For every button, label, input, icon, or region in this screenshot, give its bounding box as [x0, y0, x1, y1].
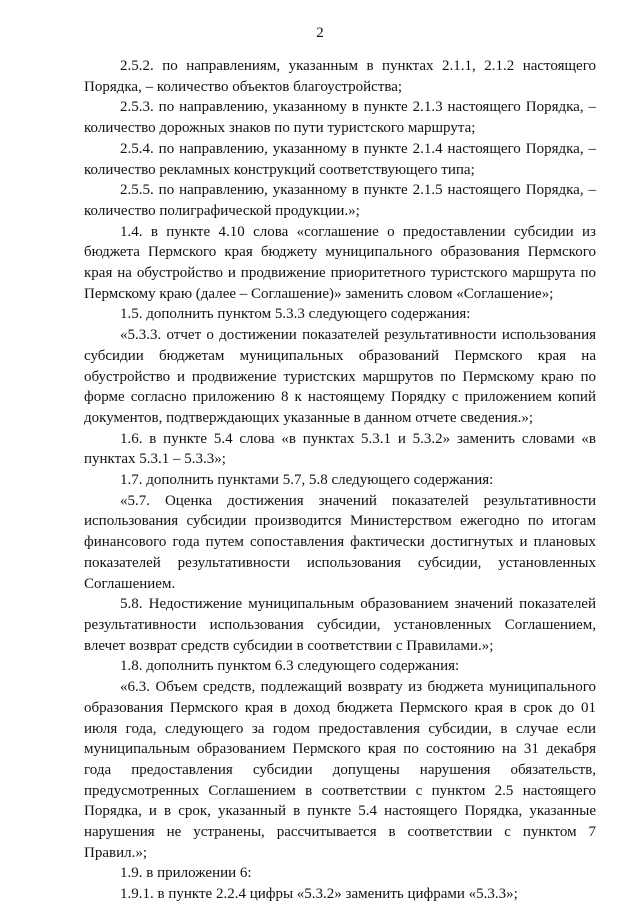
document-body: [84, 56, 596, 905]
paragraph-1-9: 1.9. в приложении 6:: [120, 865, 252, 882]
paragraph-1-8: 1.8. дополнить пунктом 6.3 следующего содержания:: [120, 658, 460, 675]
paragraph-5-8: 5.8. Недостижение муниципальным образованием значений показателей результативности использования субсидии, установленных Соглашением, влечет возврат средств субсидии в соответствии с Правилами.»;: [84, 596, 596, 654]
paragraph-2-5-2: 2.5.2. по направлениям, указанным в пунктах 2.1.1, 2.1.2 настоящего Порядка, – количество объектов благоустройства;: [84, 58, 596, 95]
paragraph-1-6: 1.6. в пункте 5.4 слова «в пунктах 5.3.1 и 5.3.2» заменить словами «в пунктах 5.3.1 – 5.3.3»;: [84, 430, 596, 468]
paragraph-6-3: «6.3. Объем средств, подлежащий возврату из бюджета муниципального образования Пермского края в доход бюджета Пермского края в срок до 01 июля года, следующего за годом предоставления субсидии, в случае если муниципальным образованием Пермского края по состоянию на 31 декабря года предоставления субсидии допущены нарушения обязательств, предусмотренных Соглашением в соответствии с пунктом 2.5 настоящего Порядка, и в срок, указанный в пункте 5.4 настоящего Порядка, указанные нарушения не устранены, рассчитывается в соответствии с пунктом 7 Правил.»;: [84, 679, 596, 861]
paragraph-2-5-5: 2.5.5. по направлению, указанному в пункте 2.1.5 настоящего Порядка, – количество полиграфической продукции.»;: [84, 182, 596, 219]
paragraph-1-9-1: 1.9.1. в пункте 2.2.4 цифры «5.3.2» заменить цифрами «5.3.3»;: [120, 886, 518, 903]
paragraph-1-5: 1.5. дополнить пунктом 5.3.3 следующего содержания:: [120, 306, 471, 323]
paragraph-2-5-4: 2.5.4. по направлению, указанному в пункте 2.1.4 настоящего Порядка, – количество рекламных конструкций соответствующего типа;: [84, 140, 596, 178]
page-number: 2: [316, 25, 324, 41]
paragraph-2-5-3: 2.5.3. по направлению, указанному в пункте 2.1.3 настоящего Порядка, – количество дорожных знаков по пути туристского маршрута;: [84, 99, 596, 137]
paragraph-1-7: 1.7. дополнить пунктами 5.7, 5.8 следующего содержания:: [120, 472, 494, 489]
paragraph-5-7: «5.7. Оценка достижения значений показателей результативности использования субсидии производится Министерством ежегодно по итогам финансового года путем сопоставления фактически достигнутых и плановых показателей результативности использования субсидии, установленных Соглашением.: [84, 492, 596, 592]
paragraph-5-3-3: «5.3.3. отчет о достижении показателей результативности использования субсидии бюджетам муниципальных образований Пермского края на обустройство и продвижение туристских маршрутов по Пермскому краю по форме согласно приложению 8 к настоящему Порядку с приложением копий документов, подтверждающих указанные в данном отчете сведения.»;: [84, 327, 596, 426]
paragraph-1-4: 1.4. в пункте 4.10 слова «соглашение о предоставлении субсидии из бюджета Пермского края бюджету муниципального образования Пермского края на обустройство и продвижение приоритетного туристского маршрута по Пермскому краю (далее – Соглашение)» заменить словом «Соглашение»;: [84, 223, 596, 302]
